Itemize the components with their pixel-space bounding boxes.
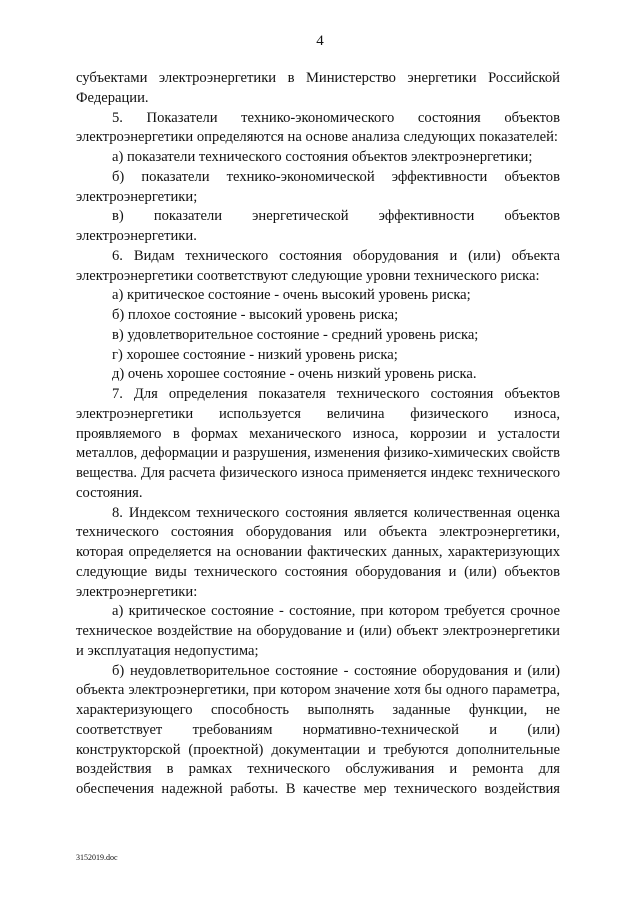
paragraph: б) неудовлетворительное состояние - состояние оборудования и (или) объекта электроэнергетики, при котором значение хотя бы одного параметра, характеризующего способность выполнять заданные функции, не соответствует требованиям нормативно-технической и (или) конструкторской (проектной) документации и требуются дополнительные воздействия в рамках технического обслуживания и ремонта для обеспечения надежной работы. В качестве мер технического воздействия — [76, 662, 560, 797]
paragraph: в) удовлетворительное состояние - средний уровень риска; — [112, 326, 479, 343]
paragraph: б) показатели технико-экономической эффективности объектов электроэнергетики; — [76, 168, 560, 205]
paragraph: 5. Показатели технико-экономического состояния объектов электроэнергетики определяются на основе анализа следующих показателей: — [76, 109, 560, 146]
paragraph: 7. Для определения показателя технического состояния объектов электроэнергетики используется величина физического износа, проявляемого в формах механического износа, коррозии и усталости металлов, деформации и разрушения, изменения физико-химических свойств вещества. Для расчета физического износа применяется индекс технического состояния. — [76, 386, 560, 501]
paragraph: г) хорошее состояние - низкий уровень риска; — [112, 346, 398, 363]
paragraph: а) критическое состояние - очень высокий уровень риска; — [112, 287, 471, 304]
paragraph: 8. Индексом технического состояния является количественная оценка технического состояния оборудования или объекта электроэнергетики, которая определяется на основании фактических данных, характеризующих следующие виды технического состояния оборудования и (или) объектов электроэнергетики: — [76, 504, 560, 600]
paragraph: б) плохое состояние - высокий уровень риска; — [112, 307, 399, 323]
document-body — [76, 69, 560, 800]
paragraph: а) показатели технического состояния объектов электроэнергетики; — [112, 149, 533, 165]
paragraph: в) показатели энергетической эффективности объектов электроэнергетики. — [76, 208, 560, 244]
paragraph: субъектами электроэнергетики в Министерство энергетики Российской Федерации. — [76, 70, 560, 106]
paragraph: а) критическое состояние - состояние, при котором требуется срочное техническое воздействие на оборудование и (или) объект электроэнергетики и эксплуатация недопустима; — [76, 603, 560, 659]
footer-filename: 3152019.doc — [76, 853, 118, 862]
paragraph: 6. Видам технического состояния оборудования и (или) объекта электроэнергетики соответствуют следующие уровни технического риска: — [76, 247, 560, 284]
paragraph: д) очень хорошее состояние - очень низкий уровень риска. — [112, 366, 477, 383]
page-number: 4 — [316, 33, 324, 49]
